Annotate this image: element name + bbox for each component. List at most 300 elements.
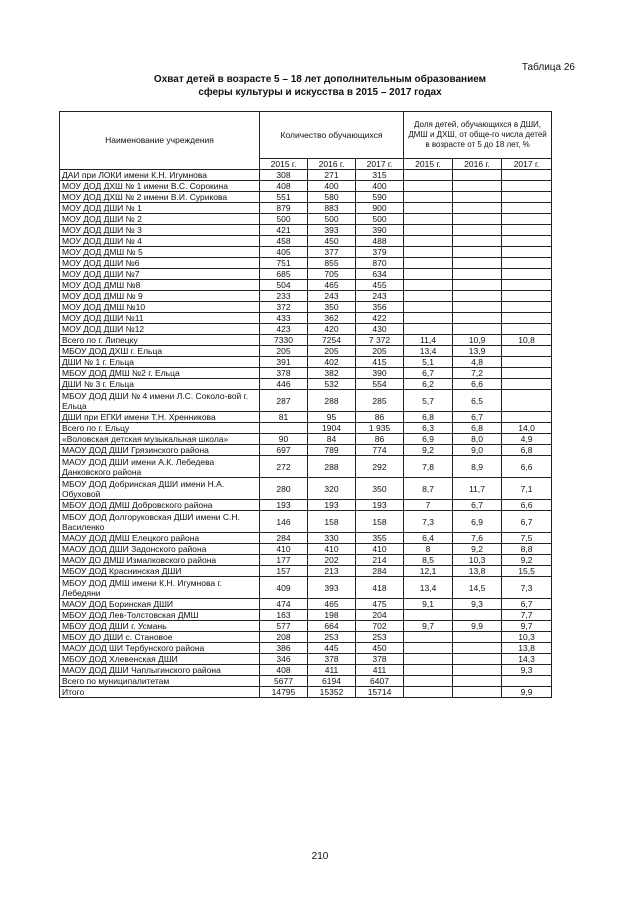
- table-row: [60, 500, 552, 511]
- student-count-cell: 423: [260, 324, 308, 335]
- institution-name: МАОУ ДОД ДШИ Грязинского района: [60, 445, 260, 456]
- table-label: Таблица 26: [521, 62, 575, 73]
- institution-name: МАОУ ДОД Боринская ДШИ: [60, 599, 260, 610]
- student-count-cell: 386: [260, 643, 308, 654]
- share-percent-cell: [404, 676, 453, 687]
- institution-name: ДШИ № 1 г. Ельца: [60, 357, 260, 368]
- share-percent-cell: [453, 203, 502, 214]
- student-count-cell: 158: [308, 511, 356, 533]
- header-name: Наименование учреждения: [60, 112, 260, 170]
- student-count-cell: 6194: [308, 676, 356, 687]
- share-percent-cell: [502, 379, 552, 390]
- student-count-cell: 205: [308, 346, 356, 357]
- student-count-cell: 393: [308, 577, 356, 599]
- share-percent-cell: 13,4: [404, 577, 453, 599]
- student-count-cell: 405: [260, 247, 308, 258]
- share-percent-cell: 5,7: [404, 390, 453, 412]
- share-percent-cell: [453, 192, 502, 203]
- share-percent-cell: 10,9: [453, 335, 502, 346]
- student-count-cell: 205: [260, 346, 308, 357]
- share-percent-cell: [453, 170, 502, 181]
- share-percent-cell: 9,0: [453, 445, 502, 456]
- share-percent-cell: [453, 181, 502, 192]
- institution-name: МБОУ ДОД ДХШ г. Ельца: [60, 346, 260, 357]
- share-percent-cell: [502, 225, 552, 236]
- student-count-cell: 90: [260, 434, 308, 445]
- student-count-cell: 86: [356, 434, 404, 445]
- student-count-cell: 378: [260, 368, 308, 379]
- student-count-cell: 271: [308, 170, 356, 181]
- institution-name: МОУ ДОД ДШИ № 2: [60, 214, 260, 225]
- institution-name: МОУ ДОД ДМШ № 5: [60, 247, 260, 258]
- table-row: [60, 643, 552, 654]
- student-count-cell: 402: [308, 357, 356, 368]
- institution-name: МБОУ ДОД ДМШ Добровского района: [60, 500, 260, 511]
- year-header: 2017 г.: [502, 159, 552, 170]
- student-count-cell: 284: [356, 566, 404, 577]
- share-percent-cell: 9,3: [453, 599, 502, 610]
- student-count-cell: 350: [356, 478, 404, 500]
- student-count-cell: 411: [356, 665, 404, 676]
- institution-name: МБОУ ДОД Краснинская ДШИ: [60, 566, 260, 577]
- student-count-cell: 774: [356, 445, 404, 456]
- page-number: 210: [311, 851, 329, 862]
- header-share: Доля детей, обучающихся в ДШИ, ДМШ и ДХШ, от обще-го числа детей в возрасте от 5 до 18 лет, %: [404, 112, 552, 159]
- share-percent-cell: [404, 643, 453, 654]
- student-count-cell: 346: [260, 654, 308, 665]
- institution-name: Всего по г. Липецку: [60, 335, 260, 346]
- institution-name: МБОУ ДОД ДШИ г. Усмань: [60, 621, 260, 632]
- student-count-cell: 410: [308, 544, 356, 555]
- student-count-cell: 280: [260, 478, 308, 500]
- student-count-cell: 320: [308, 478, 356, 500]
- student-count-cell: 420: [308, 324, 356, 335]
- institution-name: МАОУ ДОД ДМШ Елецкого района: [60, 533, 260, 544]
- student-count-cell: 243: [308, 291, 356, 302]
- share-percent-cell: [404, 258, 453, 269]
- student-count-cell: 205: [356, 346, 404, 357]
- share-percent-cell: [404, 280, 453, 291]
- student-count-cell: 789: [308, 445, 356, 456]
- table-row: [60, 335, 552, 346]
- share-percent-cell: [404, 269, 453, 280]
- share-percent-cell: 9,9: [453, 621, 502, 632]
- student-count-cell: 474: [260, 599, 308, 610]
- year-header: 2017 г.: [356, 159, 404, 170]
- institution-name: МАОУ ДОД ДШИ имени А.К. Лебедева Данковского района: [60, 456, 260, 478]
- student-count-cell: 177: [260, 555, 308, 566]
- share-percent-cell: 9,2: [502, 555, 552, 566]
- student-count-cell: 855: [308, 258, 356, 269]
- student-count-cell: 455: [356, 280, 404, 291]
- share-percent-cell: 9,3: [502, 665, 552, 676]
- student-count-cell: 372: [260, 302, 308, 313]
- student-count-cell: 751: [260, 258, 308, 269]
- table-row: [60, 357, 552, 368]
- share-percent-cell: 15,5: [502, 566, 552, 577]
- student-count-cell: 500: [356, 214, 404, 225]
- share-percent-cell: 7,2: [453, 368, 502, 379]
- share-percent-cell: 6,7: [453, 500, 502, 511]
- share-percent-cell: 13,8: [502, 643, 552, 654]
- student-count-cell: 378: [308, 654, 356, 665]
- share-percent-cell: 4,9: [502, 434, 552, 445]
- share-percent-cell: [502, 291, 552, 302]
- student-count-cell: 488: [356, 236, 404, 247]
- table-row: [60, 456, 552, 478]
- student-count-cell: 500: [260, 214, 308, 225]
- institution-name: МАОУ ДОД ДШИ Чаплыгинского района: [60, 665, 260, 676]
- student-count-cell: 198: [308, 610, 356, 621]
- share-percent-cell: 7: [404, 500, 453, 511]
- student-count-cell: 15714: [356, 687, 404, 698]
- share-percent-cell: [502, 203, 552, 214]
- table-row: [60, 676, 552, 687]
- student-count-cell: 213: [308, 566, 356, 577]
- student-count-cell: 879: [260, 203, 308, 214]
- share-percent-cell: [453, 676, 502, 687]
- table-row: [60, 181, 552, 192]
- share-percent-cell: [453, 610, 502, 621]
- table-row: [60, 302, 552, 313]
- share-percent-cell: [453, 269, 502, 280]
- share-percent-cell: [502, 170, 552, 181]
- student-count-cell: 409: [260, 577, 308, 599]
- student-count-cell: 379: [356, 247, 404, 258]
- share-percent-cell: 6,4: [404, 533, 453, 544]
- institution-name: МОУ ДОД ДШИ № 3: [60, 225, 260, 236]
- student-count-cell: 284: [260, 533, 308, 544]
- table-row: [60, 258, 552, 269]
- institution-name: МАОУ ДОД ШИ Тербунского района: [60, 643, 260, 654]
- student-count-cell: 81: [260, 412, 308, 423]
- share-percent-cell: 7,8: [404, 456, 453, 478]
- share-percent-cell: 6,6: [453, 379, 502, 390]
- student-count-cell: 870: [356, 258, 404, 269]
- share-percent-cell: 9,2: [453, 544, 502, 555]
- share-percent-cell: [404, 247, 453, 258]
- student-count-cell: 1904: [308, 423, 356, 434]
- student-count-cell: 6407: [356, 676, 404, 687]
- student-count-cell: 158: [356, 511, 404, 533]
- student-count-cell: 95: [308, 412, 356, 423]
- document-title: [0, 73, 640, 99]
- table-row: [60, 610, 552, 621]
- share-percent-cell: [404, 291, 453, 302]
- share-percent-cell: 10,3: [453, 555, 502, 566]
- student-count-cell: 580: [308, 192, 356, 203]
- student-count-cell: 418: [356, 577, 404, 599]
- institution-name: МОУ ДОД ДМШ №10: [60, 302, 260, 313]
- table-row: [60, 379, 552, 390]
- student-count-cell: 146: [260, 511, 308, 533]
- share-percent-cell: 13,8: [453, 566, 502, 577]
- student-count-cell: 445: [308, 643, 356, 654]
- table-row: [60, 445, 552, 456]
- student-count-cell: 400: [356, 181, 404, 192]
- share-percent-cell: [502, 181, 552, 192]
- share-percent-cell: 6,5: [453, 390, 502, 412]
- student-count-cell: 355: [356, 533, 404, 544]
- table-row: [60, 280, 552, 291]
- share-percent-cell: [404, 610, 453, 621]
- student-count-cell: 330: [308, 533, 356, 544]
- student-count-cell: 664: [308, 621, 356, 632]
- share-percent-cell: 14,3: [502, 654, 552, 665]
- student-count-cell: 214: [356, 555, 404, 566]
- student-count-cell: 308: [260, 170, 308, 181]
- student-count-cell: 532: [308, 379, 356, 390]
- table-row: [60, 247, 552, 258]
- student-count-cell: 288: [308, 456, 356, 478]
- share-percent-cell: [404, 687, 453, 698]
- table-row: [60, 214, 552, 225]
- share-percent-cell: [502, 280, 552, 291]
- share-percent-cell: 13,4: [404, 346, 453, 357]
- student-count-cell: 7330: [260, 335, 308, 346]
- institution-name: МАОУ ДОД ДШИ Задонского района: [60, 544, 260, 555]
- share-percent-cell: 8,8: [502, 544, 552, 555]
- student-count-cell: 421: [260, 225, 308, 236]
- share-percent-cell: [502, 302, 552, 313]
- institution-name: МОУ ДОД ДШИ № 1: [60, 203, 260, 214]
- share-percent-cell: 6,9: [453, 511, 502, 533]
- table-row: [60, 544, 552, 555]
- student-count-cell: 475: [356, 599, 404, 610]
- share-percent-cell: 6,6: [502, 500, 552, 511]
- share-percent-cell: [453, 258, 502, 269]
- share-percent-cell: [404, 302, 453, 313]
- share-percent-cell: [404, 203, 453, 214]
- share-percent-cell: [453, 654, 502, 665]
- institution-name: МАОУ ДО ДМШ Измалковского района: [60, 555, 260, 566]
- share-percent-cell: 6,7: [453, 412, 502, 423]
- share-percent-cell: [404, 170, 453, 181]
- student-count-cell: 415: [356, 357, 404, 368]
- share-percent-cell: 6,8: [404, 412, 453, 423]
- student-count-cell: 350: [308, 302, 356, 313]
- share-percent-cell: 9,7: [502, 621, 552, 632]
- share-percent-cell: [502, 236, 552, 247]
- institution-name: МБОУ ДОД Хлевенская ДШИ: [60, 654, 260, 665]
- student-count-cell: 685: [260, 269, 308, 280]
- student-count-cell: 14795: [260, 687, 308, 698]
- share-percent-cell: [502, 368, 552, 379]
- share-percent-cell: [404, 654, 453, 665]
- table-row: [60, 423, 552, 434]
- table-row: [60, 665, 552, 676]
- table-row: [60, 621, 552, 632]
- table-row: [60, 368, 552, 379]
- share-percent-cell: 7,6: [453, 533, 502, 544]
- student-count-cell: 393: [308, 225, 356, 236]
- student-count-cell: 5677: [260, 676, 308, 687]
- student-count-cell: 408: [260, 181, 308, 192]
- institution-name: МБОУ ДОД Лев-Толстовская ДМШ: [60, 610, 260, 621]
- share-percent-cell: 6,2: [404, 379, 453, 390]
- institution-name: МБОУ ДОД ДШИ № 4 имени Л.С. Соколо-вой г. Ельца: [60, 390, 260, 412]
- student-count-cell: 465: [308, 599, 356, 610]
- share-percent-cell: [404, 214, 453, 225]
- share-percent-cell: 7,5: [502, 533, 552, 544]
- header-count: Количество обучающихся: [260, 112, 404, 159]
- student-count-cell: 500: [308, 214, 356, 225]
- share-percent-cell: [453, 225, 502, 236]
- table-row: [60, 269, 552, 280]
- table-row: [60, 313, 552, 324]
- table-row: [60, 478, 552, 500]
- institution-name: МОУ ДОД ДШИ №6: [60, 258, 260, 269]
- share-percent-cell: 6,7: [502, 599, 552, 610]
- student-count-cell: 7 372: [356, 335, 404, 346]
- share-percent-cell: [502, 313, 552, 324]
- year-header: 2015 г.: [404, 159, 453, 170]
- share-percent-cell: [404, 324, 453, 335]
- student-count-cell: 705: [308, 269, 356, 280]
- share-percent-cell: [502, 269, 552, 280]
- share-percent-cell: [404, 181, 453, 192]
- student-count-cell: 84: [308, 434, 356, 445]
- student-count-cell: 193: [260, 500, 308, 511]
- student-count-cell: 253: [356, 632, 404, 643]
- table-row: [60, 203, 552, 214]
- institution-name: МОУ ДОД ДХШ № 2 имени В.И. Сурикова: [60, 192, 260, 203]
- share-percent-cell: [404, 192, 453, 203]
- share-percent-cell: [453, 687, 502, 698]
- table-row: [60, 511, 552, 533]
- student-count-cell: 577: [260, 621, 308, 632]
- student-count-cell: 590: [356, 192, 404, 203]
- student-count-cell: 233: [260, 291, 308, 302]
- share-percent-cell: 8,7: [404, 478, 453, 500]
- year-header: 2015 г.: [260, 159, 308, 170]
- share-percent-cell: 4,8: [453, 357, 502, 368]
- student-count-cell: 204: [356, 610, 404, 621]
- student-count-cell: 7254: [308, 335, 356, 346]
- student-count-cell: 465: [308, 280, 356, 291]
- student-count-cell: 208: [260, 632, 308, 643]
- title-line-1: Охват детей в возрасте 5 – 18 лет дополнительным образованием: [153, 74, 487, 85]
- institution-name: МОУ ДОД ДХШ № 1 имени В.С. Сорокина: [60, 181, 260, 192]
- table-row: [60, 566, 552, 577]
- share-percent-cell: 6,6: [502, 456, 552, 478]
- student-count-cell: 157: [260, 566, 308, 577]
- share-percent-cell: 9,1: [404, 599, 453, 610]
- share-percent-cell: 6,9: [404, 434, 453, 445]
- share-percent-cell: 9,2: [404, 445, 453, 456]
- student-count-cell: 504: [260, 280, 308, 291]
- student-count-cell: 433: [260, 313, 308, 324]
- share-percent-cell: [453, 313, 502, 324]
- student-count-cell: 697: [260, 445, 308, 456]
- table-row: [60, 555, 552, 566]
- table-body: [60, 170, 552, 698]
- student-count-cell: 356: [356, 302, 404, 313]
- share-percent-cell: 11,4: [404, 335, 453, 346]
- institution-name: МОУ ДОД ДШИ №11: [60, 313, 260, 324]
- student-count-cell: 411: [308, 665, 356, 676]
- student-count-cell: 202: [308, 555, 356, 566]
- share-percent-cell: [502, 390, 552, 412]
- student-count-cell: 408: [260, 665, 308, 676]
- student-count-cell: 702: [356, 621, 404, 632]
- share-percent-cell: [404, 665, 453, 676]
- share-percent-cell: 5,1: [404, 357, 453, 368]
- institution-name: МБОУ ДОД Добринская ДШИ имени Н.А. Обуховой: [60, 478, 260, 500]
- student-count-cell: 288: [308, 390, 356, 412]
- share-percent-cell: [453, 280, 502, 291]
- student-count-cell: 422: [356, 313, 404, 324]
- table-row: [60, 236, 552, 247]
- student-count-cell: 86: [356, 412, 404, 423]
- institution-name: ДШИ № 3 г. Ельца: [60, 379, 260, 390]
- share-percent-cell: 8,5: [404, 555, 453, 566]
- share-percent-cell: [453, 324, 502, 335]
- student-count-cell: 430: [356, 324, 404, 335]
- institution-name: Итого: [60, 687, 260, 698]
- institution-name: МБОУ ДО ДШИ с. Становое: [60, 632, 260, 643]
- share-percent-cell: 10,8: [502, 335, 552, 346]
- share-percent-cell: [502, 676, 552, 687]
- share-percent-cell: 6,7: [404, 368, 453, 379]
- table-row: [60, 599, 552, 610]
- share-percent-cell: 6,8: [453, 423, 502, 434]
- student-count-cell: [260, 423, 308, 434]
- institution-name: Всего по г. Ельцу: [60, 423, 260, 434]
- table-row: [60, 324, 552, 335]
- share-percent-cell: 6,8: [502, 445, 552, 456]
- year-header: 2016 г.: [308, 159, 356, 170]
- share-percent-cell: [453, 214, 502, 225]
- table-row: [60, 225, 552, 236]
- institution-name: МБОУ ДОД ДМШ №2 г. Ельца: [60, 368, 260, 379]
- student-count-cell: 391: [260, 357, 308, 368]
- header-row: [60, 112, 552, 159]
- student-count-cell: 900: [356, 203, 404, 214]
- institution-name: МОУ ДОД ДШИ №7: [60, 269, 260, 280]
- student-count-cell: 450: [356, 643, 404, 654]
- share-percent-cell: 7,3: [502, 577, 552, 599]
- share-percent-cell: 13,9: [453, 346, 502, 357]
- institution-name: МБОУ ДОД ДМШ имени К.Н. Игумнова г. Лебедяни: [60, 577, 260, 599]
- share-percent-cell: 11,7: [453, 478, 502, 500]
- share-percent-cell: [453, 291, 502, 302]
- table-row: [60, 434, 552, 445]
- institution-name: Всего по муниципалитетам: [60, 676, 260, 687]
- table-row: [60, 170, 552, 181]
- institution-name: МОУ ДОД ДШИ № 4: [60, 236, 260, 247]
- share-percent-cell: [453, 247, 502, 258]
- institution-name: МОУ ДОД ДШИ №12: [60, 324, 260, 335]
- share-percent-cell: [404, 313, 453, 324]
- share-percent-cell: 7,1: [502, 478, 552, 500]
- student-count-cell: 634: [356, 269, 404, 280]
- student-count-cell: 554: [356, 379, 404, 390]
- share-percent-cell: [502, 412, 552, 423]
- share-percent-cell: [453, 665, 502, 676]
- share-percent-cell: 10,3: [502, 632, 552, 643]
- student-count-cell: 287: [260, 390, 308, 412]
- institution-name: ДШИ при ЕГКИ имени Т.Н. Хренникова: [60, 412, 260, 423]
- table-row: [60, 291, 552, 302]
- table-row: [60, 346, 552, 357]
- share-percent-cell: [404, 632, 453, 643]
- table-row: [60, 687, 552, 698]
- student-count-cell: 163: [260, 610, 308, 621]
- share-percent-cell: [502, 346, 552, 357]
- year-header: 2016 г.: [453, 159, 502, 170]
- share-percent-cell: 6,3: [404, 423, 453, 434]
